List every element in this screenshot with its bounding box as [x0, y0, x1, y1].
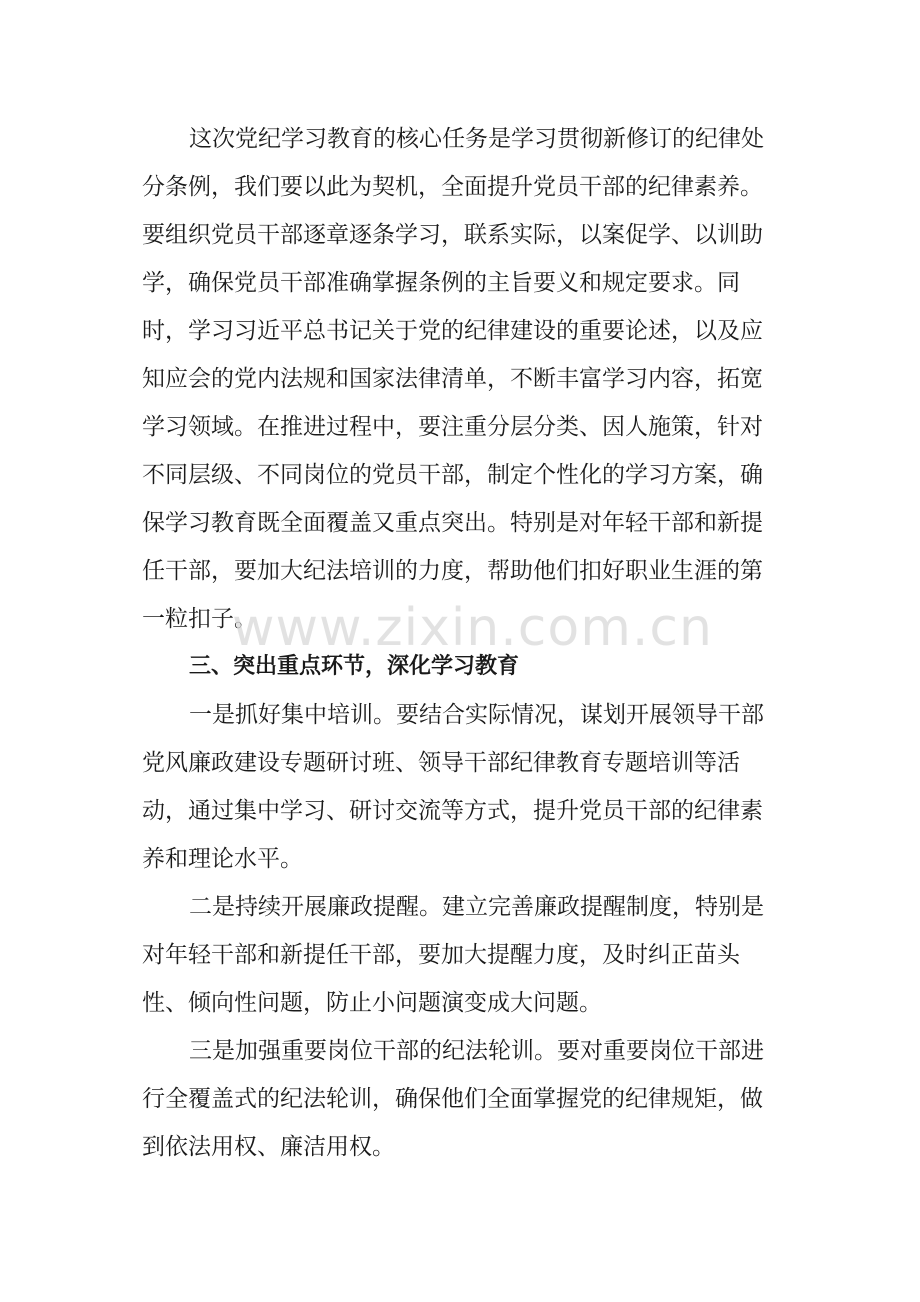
paragraph-line: 党风廉政建设专题研讨班、领导干部纪律教育专题培训等活 — [142, 750, 740, 776]
paragraph-line: 一是抓好集中培训。要结合实际情况，谋划开展领导干部 — [189, 702, 764, 728]
paragraph-line: 对年轻干部和新提任干部，要加大提醒力度，及时纠正苗头 — [142, 942, 740, 968]
intro-paragraph — [142, 115, 772, 643]
paragraph-line: 不同层级、不同岗位的党员干部，制定个性化的学习方案，确 — [142, 462, 763, 488]
paragraph-line: 养和理论水平。 — [142, 846, 303, 872]
paragraph-line: 一粒扣子。 — [142, 606, 257, 632]
paragraph-line: 保学习教育既全面覆盖又重点突出。特别是对年轻干部和新提 — [142, 510, 763, 536]
paragraph-line: 二是持续开展廉政提醒。建立完善廉政提醒制度，特别是 — [189, 894, 764, 920]
paragraph-line: 到依法用权、廉洁用权。 — [142, 1134, 395, 1160]
paragraph-line: 要组织党员干部逐章逐条学习，联系实际，以案促学、以训助 — [142, 222, 763, 248]
section-heading: 三、突出重点环节，深化学习教育 — [189, 654, 520, 679]
paragraph-line: 学习领域。在推进过程中，要注重分层分类、因人施策，针对 — [142, 414, 763, 440]
document-body — [142, 115, 772, 1171]
paragraph-line: 动，通过集中学习、研讨交流等方式，提升党员干部的纪律素 — [142, 798, 763, 824]
item-paragraph-2 — [142, 883, 772, 1027]
paragraph-line: 三是加强重要岗位干部的纪法轮训。要对重要岗位干部进 — [189, 1038, 764, 1064]
item-paragraph-1 — [142, 691, 772, 883]
item-paragraph-3 — [142, 1027, 772, 1171]
paragraph-line: 分条例，我们要以此为契机，全面提升党员干部的纪律素养。 — [142, 174, 763, 200]
paragraph-line: 任干部，要加大纪法培训的力度，帮助他们扣好职业生涯的第 — [142, 558, 763, 584]
paragraph-line: 行全覆盖式的纪法轮训，确保他们全面掌握党的纪律规矩，做 — [142, 1086, 763, 1112]
paragraph-line: 性、倾向性问题，防止小问题演变成大问题。 — [142, 990, 602, 1016]
paragraph-line: 这次党纪学习教育的核心任务是学习贯彻新修订的纪律处 — [189, 126, 764, 152]
watermark: www.zixin.com.cn — [232, 598, 713, 658]
paragraph-line: 学，确保党员干部准确掌握条例的主旨要义和规定要求。同 — [142, 270, 740, 296]
paragraph-line: 时，学习习近平总书记关于党的纪律建设的重要论述，以及应 — [142, 318, 763, 344]
paragraph-line: 知应会的党内法规和国家法律清单，不断丰富学习内容，拓宽 — [142, 366, 763, 392]
